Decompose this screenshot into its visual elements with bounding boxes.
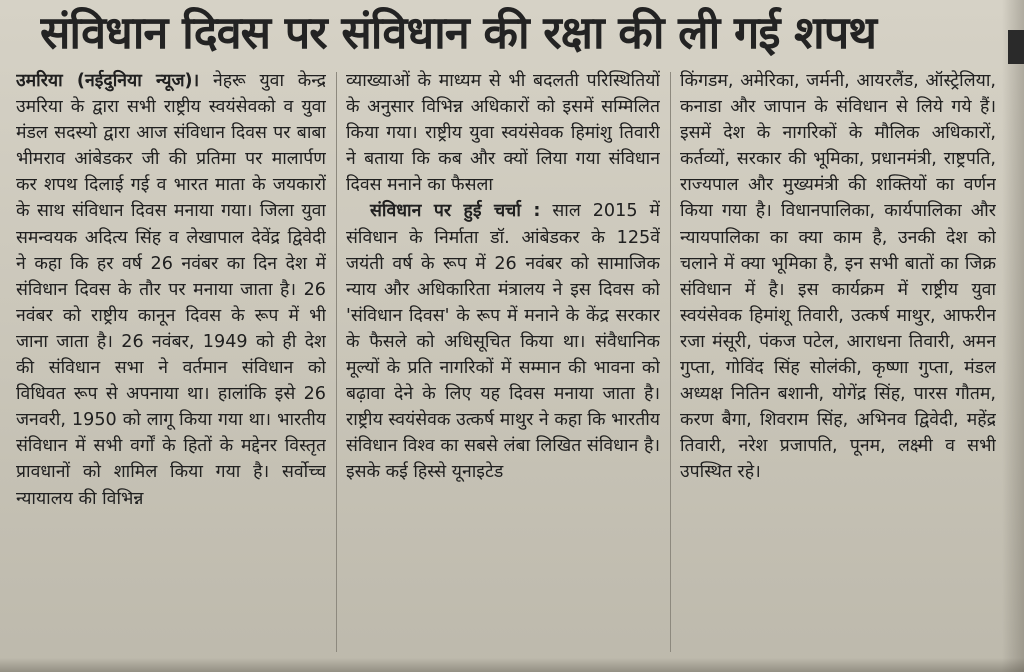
dateline: उमरिया (नईदुनिया न्यूज)। [16, 71, 200, 91]
column-1 [16, 68, 326, 664]
paragraph-3 [346, 198, 660, 485]
paragraph-1 [16, 68, 326, 512]
adjacent-page-edge [1002, 0, 1024, 672]
column-divider [670, 72, 671, 652]
paragraph-4: किंगडम, अमेरिका, जर्मनी, आयरलैंड, ऑस्ट्रेलिया, कनाडा और जापान के संविधान से लिये गये हैं। इसमें देश के नागरिकों के मौलिक अधिकारों, कर्तव्यों, सरकार की भूमिका, प्रधानमंत्री, राष्ट्रपति, राज्यपाल और मुख्यमंत्री की शक्तियों का वर्णन किया गया है। विधानपालिका, कार्यपालिका और न्यायपालिका का क्या काम है, उनकी देश को चलाने में क्या भूमिका है, इन सभी बातों का जिक्र संविधान में है। इस कार्यक्रम में राष्ट्रीय युवा स्वयंसेवक हिमांशू तिवारी, उत्कर्ष माथुर, आफरीन रजा मंसूरी, पंकज पटेल, आराधना तिवारी, अमन गुप्ता, गोविंद सिंह सोलंकी, कृष्णा गुप्ता, मंडल अध्यक्ष नितिन बशानी, योगेंद्र सिंह, पारस गौतम, करण बैगा, शिवराम सिंह, अभिनव द्विवेदी, महेंद्र तिवारी, नरेश प्रजापति, पूनम, लक्ष्मी व सभी उपस्थित रहे। [680, 71, 996, 483]
subhead: संविधान पर हुई चर्चा : [370, 201, 541, 222]
page-fold-shadow [0, 658, 1024, 672]
column-2-text-b: साल 2015 में संविधान के निर्माता डॉ. आंबेडकर के 125वें जयंती वर्ष के रूप में 26 नवंबर को सामाजिक न्याय और अधिकारिता मंत्रालय ने इस दिवस को 'संविधान दिवस' के रूप में मनाने के केंद्र सरकार के फैसले को अधिसूचित किया था। संवैधानिक मूल्यों के प्रति नागरिकों में सम्मान की भावना को बढ़ावा देने के लिए यह दिवस मनाया जाता है। राष्ट्रीय स्वयंसेवक उत्कर्ष माथुर ने कहा कि भारतीय संविधान विश्व का सबसे लंबा लिखित संविधान है। इसके कई हिस्से यूनाइटेड [346, 201, 660, 483]
article-body [6, 68, 1006, 668]
column-1-text: नेहरू युवा केन्द्र उमरिया के द्वारा सभी राष्ट्रीय स्वयंसेवको व युवा मंडल सदस्यो द्वारा आज संविधान दिवस पर बाबा भीमराव आंबेडकर जी की प्रतिमा पर मालार्पण कर शपथ दिलाई गई व भारत माता के जयकारों के साथ संविधान दिवस मनाया गया। जिला युवा समन्वयक अदित्य सिंह व लेखापाल देवेंद्र द्विवेदी ने कहा कि हर वर्ष 26 नवंबर का दिन देश में संविधान दिवस के तौर पर मनाया जाता है। 26 नवंबर को राष्ट्रीय कानून दिवस के रूप में भी जाना जाता है। 26 नवंबर, 1949 को ही देश की संविधान सभा ने वर्तमान संविधान को विधिवत रूप से अपनाया था। हालांकि इसे 26 जनवरी, 1950 को लागू किया गया था। भारतीय संविधान में सभी वर्गों के हितों के मद्देनर विस्तृत प्रावधानों को शामिल किया गया है। सर्वोच्च न्यायालय की विभिन्न [16, 71, 326, 509]
column-2 [346, 68, 660, 664]
paragraph-2: व्याख्याओं के माध्यम से भी बदलती परिस्थितियों के अनुसार विभिन्न अधिकारों को इसमें सम्मिलित किया गया। राष्ट्रीय युवा स्वयंसेवक हिमांशु तिवारी ने बताया कि कब और क्यों लिया गया संविधान दिवस मनाने का फैसला [346, 71, 660, 196]
column-divider [336, 72, 337, 652]
adjacent-headline-fragment [1008, 30, 1024, 64]
column-3 [680, 68, 996, 664]
headline: संविधान दिवस पर संविधान की रक्षा की ली गई शपथ [40, 6, 877, 59]
